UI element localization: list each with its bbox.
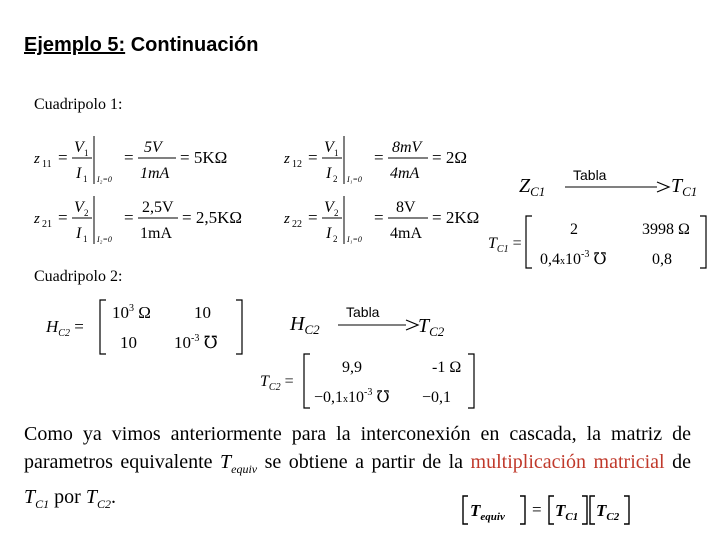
- flow2-from: $H_{C2}$: [290, 313, 320, 337]
- z22-equation: [278, 190, 498, 250]
- matrix-tc1: [486, 210, 716, 274]
- matrix-tc1-r1c2: 3998 Ω: [642, 221, 690, 238]
- matrix-tc2-left-bracket: [304, 354, 310, 408]
- svg-text:=: =: [308, 208, 318, 227]
- matrix-hc2-r2c2: $10^{-3}$ ℧: [174, 333, 218, 352]
- paragraph-text-3: de: [664, 451, 691, 473]
- svg-text:8V: 8V: [396, 199, 416, 216]
- flow1-diagram: [515, 160, 715, 210]
- formula-tequiv: $T_{equiv}$: [470, 501, 505, 523]
- svg-text:1: 1: [83, 174, 88, 184]
- formula-tc1: $T_{C1}$: [555, 501, 579, 523]
- z11-rnum: 5V: [144, 139, 162, 156]
- matrix-tc2-r2c2: −0,1: [422, 389, 452, 406]
- svg-text:=: =: [58, 208, 68, 227]
- matrix-tc2-lhs: $T_{C2}$ =: [260, 373, 294, 393]
- svg-text:2: 2: [334, 208, 339, 218]
- matrix-tc2-right-bracket: [468, 354, 474, 408]
- matrix-tc1-right-bracket: [700, 216, 706, 268]
- flow2-diagram: [286, 298, 476, 348]
- flow1-to: $T_{C1}$: [671, 175, 698, 199]
- quad2-label: Cuadripolo 2:: [34, 268, 123, 285]
- title-suffix: Continuación: [125, 34, 259, 56]
- svg-text:=: =: [532, 500, 542, 519]
- z11-equation: [28, 130, 268, 190]
- svg-text:=: =: [374, 208, 384, 227]
- paragraph-tc2: $T_{C2}$: [85, 486, 111, 511]
- z11-den: I: [76, 165, 82, 182]
- matrix-tc1-r2c1: $0,4x10^{-3}$ ℧: [540, 249, 607, 268]
- matrix-tc2-r1c1: 9,9: [342, 359, 362, 376]
- paragraph-text-2: se obtiene a partir de la: [257, 451, 471, 473]
- formula-tc2: $T_{C2}$: [596, 501, 620, 523]
- svg-text:V: V: [324, 139, 334, 156]
- svg-text:=: =: [124, 148, 134, 167]
- matrix-hc2-r2c1: 10: [120, 333, 137, 352]
- svg-text:= 2,5KΩ: = 2,5KΩ: [182, 208, 242, 227]
- svg-text:I₁=0: I₁=0: [347, 175, 362, 184]
- flow1-from: $Z_{C1}$: [519, 175, 546, 199]
- matrix-tc1-r2c2: 0,8: [652, 251, 672, 268]
- svg-text:=: =: [58, 148, 68, 167]
- svg-text:I: I: [326, 165, 332, 182]
- svg-text:I: I: [326, 225, 332, 242]
- z21-equation: [28, 190, 268, 250]
- svg-text:2: 2: [333, 234, 338, 244]
- svg-text:= 2Ω: = 2Ω: [432, 148, 467, 167]
- svg-text:I: I: [76, 225, 82, 242]
- svg-text:2: 2: [333, 174, 338, 184]
- z11-lhs-sub: 11: [42, 159, 52, 170]
- svg-text:1: 1: [334, 148, 339, 158]
- quad1-label: Cuadripolo 1:: [34, 96, 123, 113]
- svg-text:z: z: [34, 211, 40, 227]
- equiv-formula: [458, 490, 654, 530]
- paragraph-text-5: .: [110, 486, 116, 508]
- matrix-tc1-r1c1: 2: [570, 221, 578, 238]
- slide-title: [24, 34, 258, 57]
- svg-text:=: =: [374, 148, 384, 167]
- matrix-tc1-lhs: $T_{C1}$ =: [488, 235, 522, 255]
- paragraph-highlight: multiplicación matricial: [470, 451, 665, 473]
- paragraph-tequiv: $T_{equiv}$: [220, 451, 258, 476]
- matrix-hc2-right-bracket: [236, 300, 242, 354]
- paragraph-text-1: Como ya vimos anteriormente para la interconexión en cascada, la matriz de parametros equivalente: [24, 423, 691, 473]
- matrix-hc2-r1c2: 10: [194, 303, 211, 322]
- svg-text:4mA: 4mA: [390, 225, 422, 242]
- matrix-tc2: [258, 350, 480, 412]
- z11-result: = 5KΩ: [180, 148, 228, 167]
- matrix-hc2-left-bracket: [100, 300, 106, 354]
- z11-num: V: [74, 139, 84, 156]
- svg-text:z: z: [284, 211, 290, 227]
- paragraph-text-4: por: [49, 486, 86, 508]
- svg-text:1: 1: [83, 234, 88, 244]
- z11-lhs: z: [34, 151, 40, 167]
- paragraph-tc1: $T_{C1}$: [24, 486, 50, 511]
- z11-cond: I₂=0: [97, 175, 112, 184]
- title-prefix: Ejemplo 5:: [24, 34, 126, 56]
- svg-text:21: 21: [42, 219, 52, 230]
- matrix-hc2-r1c1: $10^3$ Ω: [112, 303, 151, 322]
- matrix-tc2-r2c1: $-0,1x10^{-3}$ ℧: [314, 387, 390, 406]
- svg-text:z: z: [284, 151, 290, 167]
- flow2-arrow-label: Tabla: [346, 304, 380, 320]
- svg-text:= 2KΩ: = 2KΩ: [432, 208, 480, 227]
- z12-equation: [278, 130, 498, 190]
- svg-text:4mA: 4mA: [390, 165, 420, 182]
- svg-text:V: V: [74, 199, 84, 216]
- flow1-arrow-label: Tabla: [573, 167, 607, 183]
- svg-text:12: 12: [292, 159, 302, 170]
- z11-rden: 1mA: [140, 165, 170, 182]
- matrix-tc2-r1c2: -1 Ω: [432, 359, 462, 376]
- svg-text:2: 2: [84, 208, 89, 218]
- svg-text:1: 1: [84, 148, 89, 158]
- svg-text:V: V: [324, 199, 334, 216]
- svg-text:8mV: 8mV: [392, 139, 422, 156]
- matrix-tc1-left-bracket: [526, 216, 532, 268]
- matrix-hc2-lhs: $H_{C2}$ =: [46, 317, 84, 339]
- svg-text:I₂=0: I₂=0: [97, 235, 112, 244]
- svg-text:I₁=0: I₁=0: [347, 235, 362, 244]
- svg-text:2,5V: 2,5V: [142, 199, 174, 216]
- matrix-hc2: [44, 296, 254, 356]
- svg-text:22: 22: [292, 219, 302, 230]
- svg-text:=: =: [124, 208, 134, 227]
- flow2-to: $T_{C2}$: [418, 315, 445, 339]
- svg-text:1mA: 1mA: [140, 225, 172, 242]
- svg-text:=: =: [308, 148, 318, 167]
